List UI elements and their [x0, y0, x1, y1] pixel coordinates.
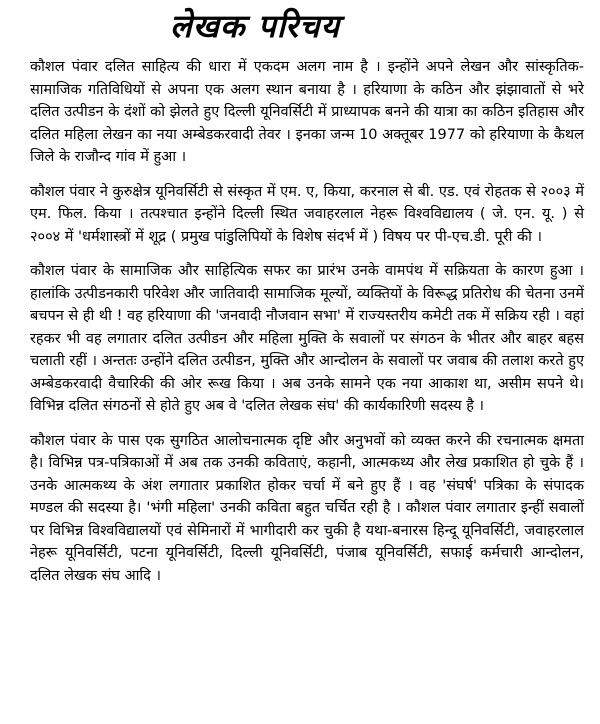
- paragraph-literary-work: कौशल पंवार के पास एक सुगठित आलोचनात्मक दृष्टि और अनुभवों को व्यक्त करने की रचनात्मक क्षमता है। विभिन्न पत्र-पत्रिकाओं में अब तक उनकी कविताएं, कहानी, आत्मकथ्य और लेख प्रकाशित हो चुके हैं । उनके आत्मकथ्य के अंश लगातार प्रकाशित होकर चर्चा में बने हुए हैं । वह 'संघर्ष' पत्रिका के संपादक मण्डल की सदस्या है। 'भंगी महिला' उनकी कविता बहुत चर्चित रही है । कौशल पंवार लगातार इन्हीं सवालों पर विभिन्न विश्वविद्यालयों एवं सेमिनारों में भागीदारी कर चुकी है यथा-बनारस हिन्दू यूनिवर्सिटी, जवाहरलाल नेहरू यूनिवर्सिटी, पटना यूनिवर्सिटी, दिल्ली यूनिवर्सिटी, पंजाब यूनिवर्सिटी, सफाई कर्मचारी आन्दोलन, दलित लेखक संघ आदि ।: [30, 432, 584, 584]
- page-title: लेखक परिचय: [170, 7, 341, 45]
- paragraph-introduction: कौशल पंवार दलित साहित्य की धारा में एकदम अलग नाम है । इन्होंने अपने लेखन और सांस्कृतिक-सामाजिक गतिविधियों से अपना एक अलग स्थान बनाया है । हरियाणा के कठिन और झंझावातों से भरे दलित उत्पीडन के दंशों को झेलते हुए दिल्ली यूनिवर्सिटी में प्राध्यापक बनने की यात्रा का कठिन इतिहास और दलित महिला लेखन का नया अम्बेडकरवादी तेवर । इनका जन्म 10 अक्तूबर 1977 को हरियाणा के कैथल जिले के राजौन्द गांव में हुआ ।: [30, 59, 584, 165]
- paragraph-social-journey: कौशल पंवार के सामाजिक और साहित्यिक सफर का प्रारंभ उनके वामपंथ में सक्रियता के कारण हुआ । हालांकि उत्पीडनकारी परिवेश और जातिवादी सामाजिक मूल्यों, व्यक्तियों के विरूद्ध प्रतिरोध की चेतना उनमें बचपन से ही थी ! वह हरियाणा की 'जनवादी नौजवान सभा' में राज्यस्तरीय कमेटी तक में सक्रिय रही । वहां रहकर भी वह लगातार दलित उत्पीडन और महिला मुक्ति के सवालों पर संगठन के भीतर और बाहर बहस चलाती रहीं । अन्ततः उन्होंने दलित उत्पीडन, मुक्ति और आन्दोलन के सवालों पर जवाब की तलाश करते हुए अम्बेडकरवादी वैचारिकी की ओर रूख किया । अब उनके सामने एक नया आकाश था, असीम सपने थे। विभिन्न दलित संगठनों से होते हुए अब वे 'दलित लेखक संघ' की कार्यकारिणी सदस्य है ।: [30, 263, 584, 414]
- paragraph-education: कौशल पंवार ने कुरुक्षेत्र यूनिवर्सिटी से संस्कृत में एम. ए, किया, करनाल से बी. एड. एवं रोहतक से २००३ में एम. फिल. किया । तत्पश्चात इन्होंने दिल्ली स्थित जवाहरलाल नेहरू विश्वविद्यालय ( जे. एन. यू. ) से २००४ में 'धर्मशास्त्रों में शूद्र ( प्रमुख पांडुलिपियों के विशेष संदर्भ में ) विषय पर पी-एच.डी. पूरी की ।: [30, 183, 584, 245]
